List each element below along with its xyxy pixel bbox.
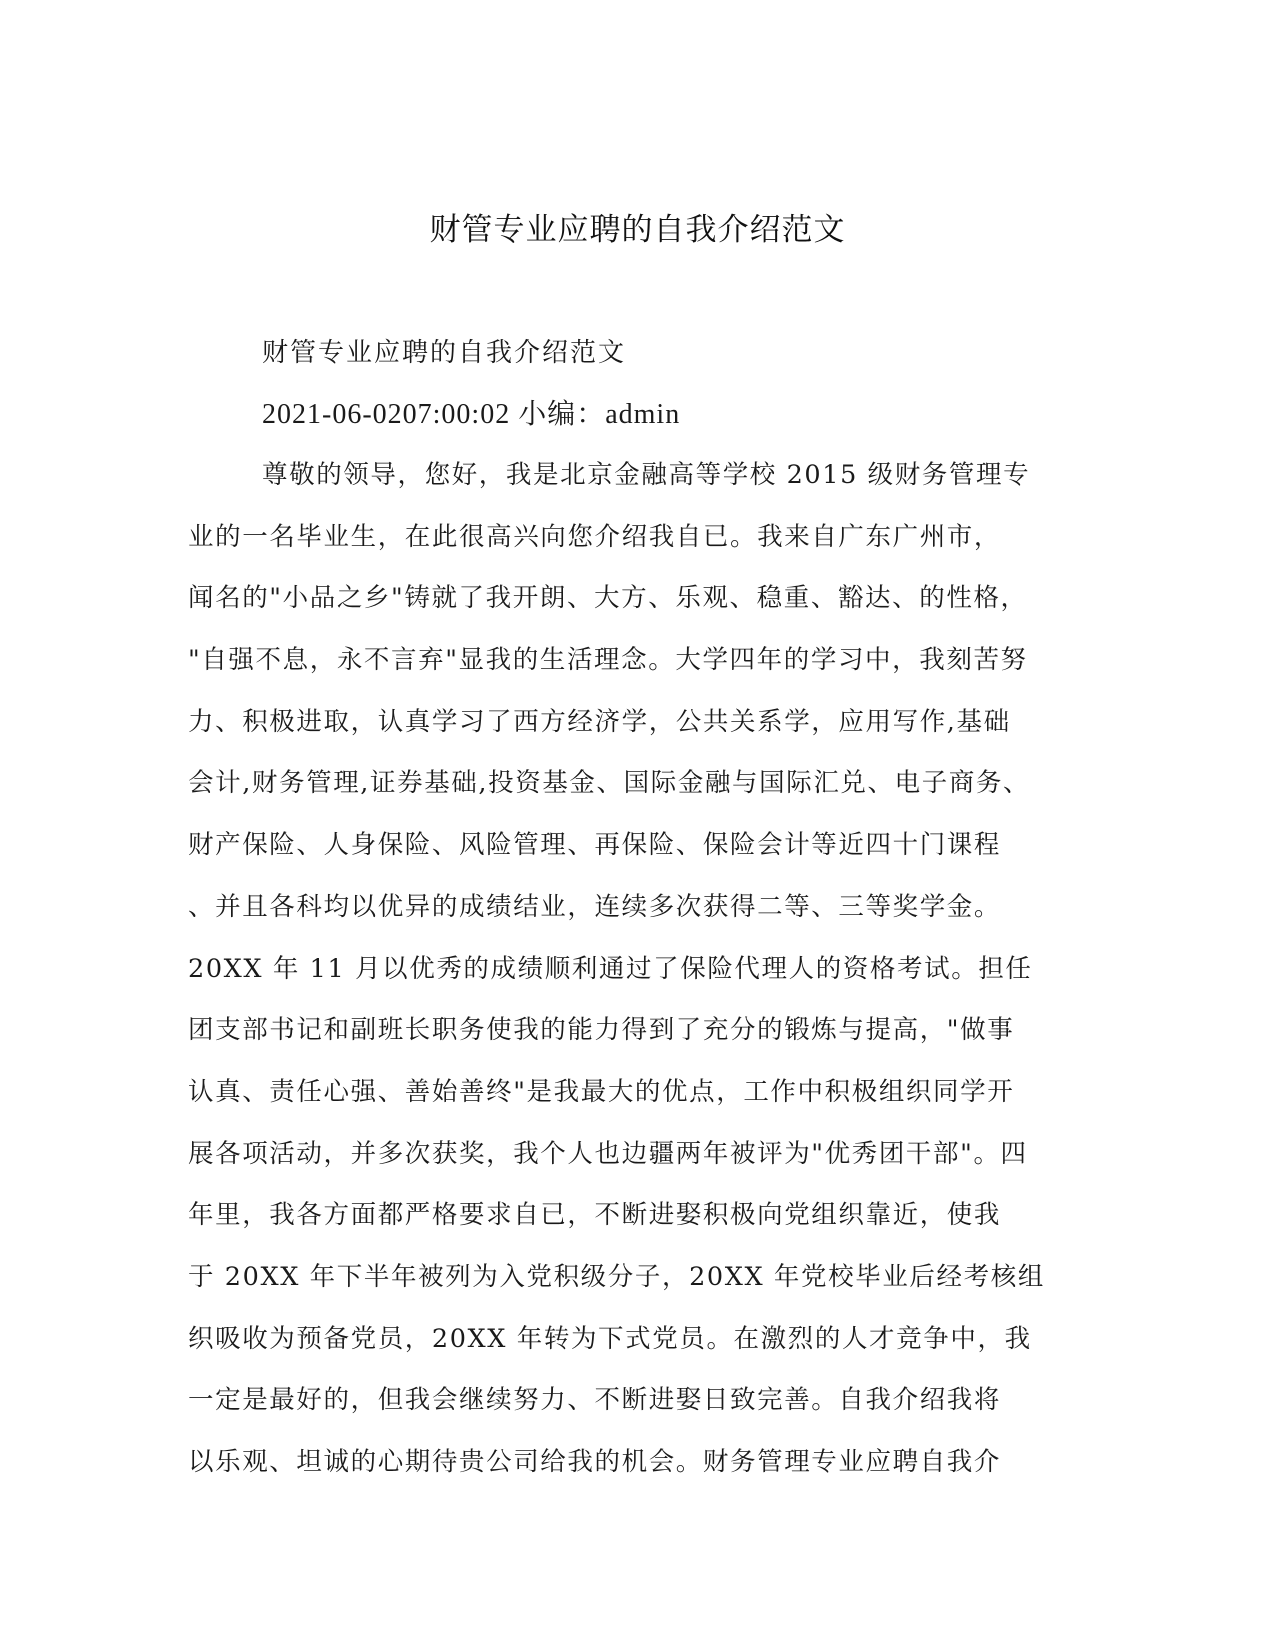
- article-meta: 2021-06-0207:00:02 小编：admin: [262, 399, 681, 430]
- paragraph-line: 织吸收为预备党员，20XX 年转为下式党员。在激烈的人才竞争中，我: [188, 1323, 1032, 1354]
- paragraph-line: 会计,财务管理,证券基础,投资基金、国际金融与国际汇兑、电子商务、: [188, 768, 1031, 799]
- paragraph-line: 财产保险、人身保险、风险管理、再保险、保险会计等近四十门课程: [188, 830, 1002, 861]
- paragraph-line: 认真、责任心强、善始善终"是我最大的优点，工作中积极组织同学开: [188, 1076, 1015, 1107]
- paragraph-line: 展各项活动，并多次获奖，我个人也边疆两年被评为"优秀团干部"。四: [188, 1138, 1028, 1169]
- paragraph-line: 尊敬的领导，您好，我是北京金融高等学校 2015 级财务管理专: [262, 460, 1031, 490]
- paragraph-line: 闻名的"小品之乡"铸就了我开朗、大方、乐观、稳重、豁达、的性格，: [188, 583, 1028, 614]
- paragraph-line: 业的一名毕业生，在此很高兴向您介绍我自已。我来自广东广州市，: [188, 521, 1002, 552]
- paragraph-line: 于 20XX 年下半年被列为入党积级分子，20XX 年党校毕业后经考核组: [188, 1261, 1045, 1292]
- paragraph-line: 、并且各科均以优异的成绩结业，连续多次获得二等、三等奖学金。: [188, 891, 1002, 922]
- paragraph-line: "自强不息，永不言弃"显我的生活理念。大学四年的学习中，我刻苦努: [188, 645, 1028, 676]
- paragraph-line: 团支部书记和副班长职务使我的能力得到了充分的锻炼与提高，"做事: [188, 1015, 1015, 1046]
- paragraph-line: 力、积极进取，认真学习了西方经济学，公共关系学，应用写作,基础: [188, 706, 1011, 737]
- paragraph-line: 以乐观、坦诚的心期待贵公司给我的机会。财务管理专业应聘自我介: [188, 1447, 1002, 1477]
- document-title: 财管专业应聘的自我介绍范文: [429, 212, 846, 248]
- article-subtitle: 财管专业应聘的自我介绍范文: [262, 338, 627, 368]
- body-paragraph: [188, 458, 1078, 1507]
- paragraph-line: 20XX 年 11 月以优秀的成绩顺利通过了保险代理人的资格考试。担任: [188, 953, 1033, 984]
- paragraph-line: 一定是最好的，但我会继续努力、不断进娶日致完善。自我介绍我将: [188, 1385, 1002, 1416]
- paragraph-line: 年里，我各方面都严格要求自已，不断进娶积极向党组织靠近，使我: [188, 1200, 1002, 1231]
